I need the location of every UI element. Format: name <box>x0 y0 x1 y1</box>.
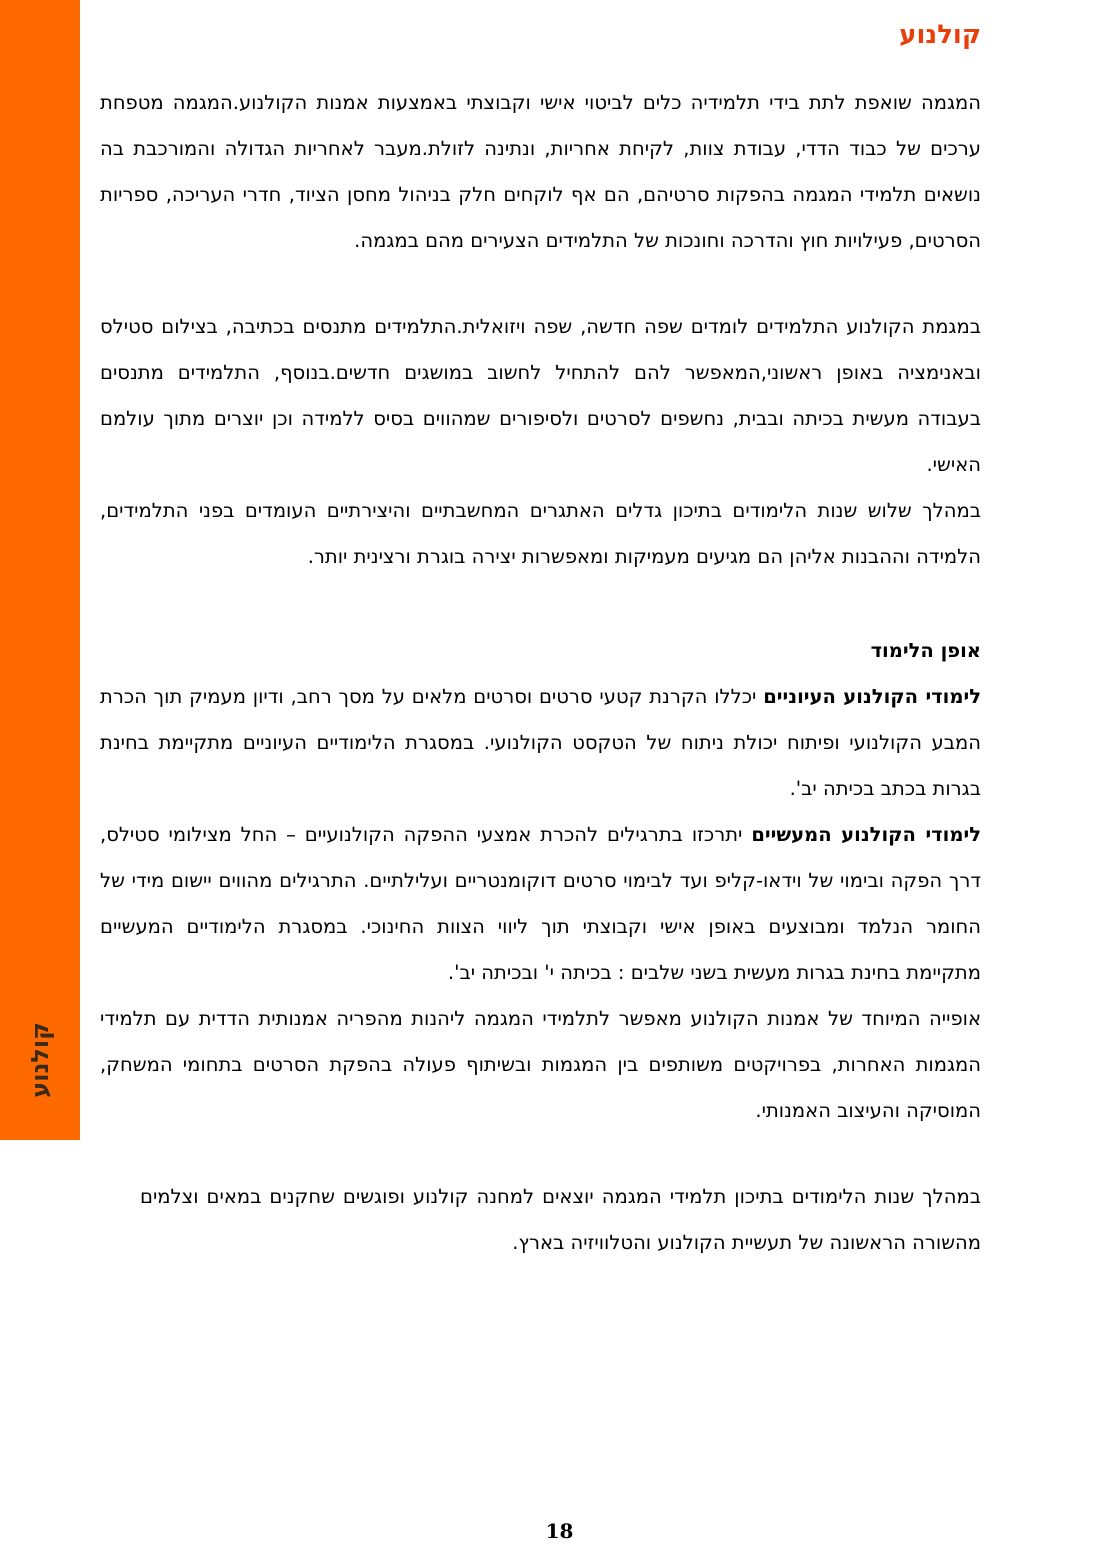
closing-paragraph: במהלך שנות הלימודים בתיכון תלמידי המגמה יוצאים למחנה קולנוע ופוגשים שחקנים במאים וצלמים מהשורה הראשונה של תעשיית הקולנוע והטלוויזיה בארץ. <box>140 1185 981 1254</box>
practical-text: יתרכזו בתרגילים להכרת אמצעי ההפקה הקולנועיים – החל מצילומי סטילס, דרך הפקה ובימוי של וידאו-קליפ ועד לבימוי סרטים דוקומנטריים ועלילתיים. התרגילים מהווים יישום מידי של החומר הנלמד ומבוצעים באופן אישי וקבוצתי תוך ליווי הצוות החינוכי. במסגרת הלימודיים המעשיים מתקיימת בחינת בגרות מעשית בשני שלבים : בכיתה י' ובכיתה יב'. <box>100 823 981 984</box>
section-heading-study-method: אופן הלימוד <box>870 639 981 662</box>
spacer <box>100 1134 981 1174</box>
theory-text: יכללו הקרנת קטעי סרטים וסרטים מלאים על מסך רחב, ודיון מעמיק תוך הכרת המבע הקולנועי ופיתוח יכולת ניתוח של הטקסט הקולנועי. במסגרת הלימודיים העיוניים מתקיימת בחינת בגרות בכתב בכיתה יב'. <box>100 685 981 800</box>
spacer <box>100 264 981 304</box>
language-paragraph: במגמת הקולנוע התלמידים לומדים שפה חדשה, שפה ויזואלית.התלמידים מתנסים בכתיבה, בצילום סטילס ובאנימציה באופן ראשוני,המאפשר להם להתחיל לחשוב במושגים חדשים.בנוסף, התלמידים מתנסים בעבודה מעשית בכיתה ובבית, נחשפים לסרטים ולסיפורים שמהווים בסיס ללמידה וכן יוצרים מתוך עולמם האישי. <box>100 315 981 476</box>
side-color-bar <box>0 0 80 1140</box>
page-header-title: קולנוע <box>899 20 981 50</box>
intro-paragraph: המגמה שואפת לתת בידי תלמידיה כלים לביטוי אישי וקבוצתי באמצעות אמנות הקולנוע.המגמה מטפחת ערכים של כבוד הדדי, עבודת צוות, לקיחת אחריות, ונתינה לזולת.מעבר לאחריות הגדולה והמורכבת בה נושאים תלמידי המגמה בהפקות סרטיהם, הם אף לוקחים חלק בניהול מחסן הציוד, חדרי העריכה, ספריות הסרטים, פעילויות חוץ והדרכה וחונכות של התלמידים הצעירים מהם במגמה. <box>100 91 981 252</box>
practical-paragraph <box>100 812 981 996</box>
side-section-label-text: קולנוע <box>26 1022 54 1098</box>
page-number: 18 <box>545 1519 574 1543</box>
spacer <box>100 580 981 628</box>
theory-lead: לימודי הקולנוע העיוניים <box>763 685 981 708</box>
page-content <box>100 80 981 1266</box>
growth-paragraph: במהלך שלוש שנות הלימודים בתיכון גדלים האתגרים המחשבתיים והיצירתיים העומדים בפני התלמידים, הלמידה וההבנות אליהן הם מגיעים מעמיקות ומאפשרות יצירה בוגרת ורצינית יותר. <box>100 499 981 568</box>
theory-paragraph <box>100 674 981 812</box>
unique-paragraph: אופייה המיוחד של אמנות הקולנוע מאפשר לתלמידי המגמה ליהנות מהפריה אמנותית הדדית עם תלמידי המגמות האחרות, בפרויקטים משותפים בין המגמות ובשיתוף פעולה בהפקת הסרטים בתחומי המשחק, המוסיקה והעיצוב האמנותי. <box>100 1007 981 1122</box>
practical-lead: לימודי הקולנוע המעשיים <box>751 823 981 846</box>
side-section-label <box>18 1010 62 1110</box>
